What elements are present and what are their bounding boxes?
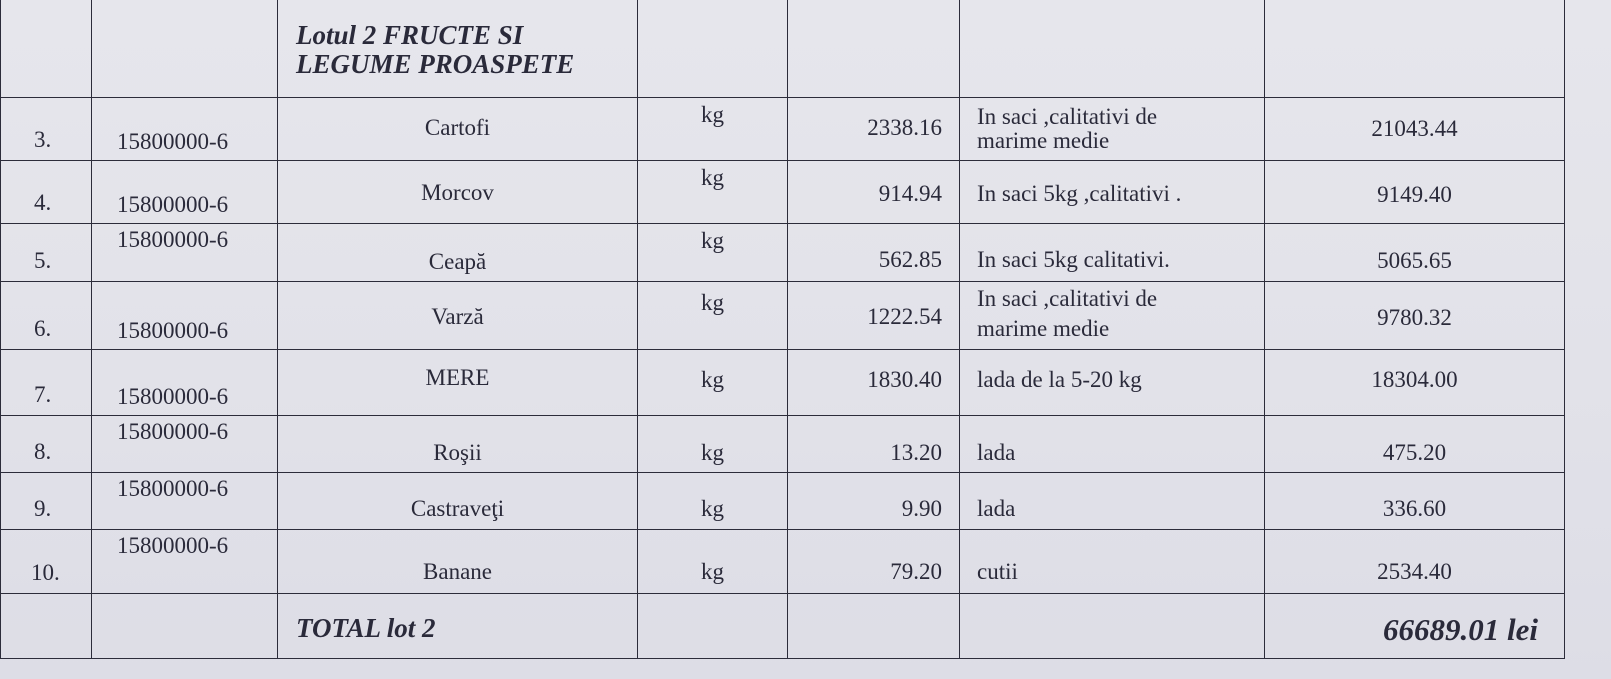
product-name: Ceapă [428,249,487,274]
unit: kg [701,165,724,190]
table-row [1,161,1565,224]
row-value: 2534.40 [1377,559,1452,584]
total-row [1,594,1565,659]
cell-empty [92,0,278,98]
cell-empty [960,0,1265,98]
cell-empty [1,0,92,98]
total-label: TOTAL lot 2 [296,613,436,643]
cell-empty [638,594,788,659]
row-value: 336.60 [1382,496,1447,521]
row-value: 9149.40 [1377,182,1452,207]
row-number: 6. [34,316,52,341]
cpv-code: 15800000-6 [117,129,229,154]
unit: kg [701,228,724,253]
cell-empty [1,594,92,659]
product-name: Cartofi [424,115,491,140]
quantity: 1830.40 [867,367,942,392]
quantity: 13.20 [890,440,942,465]
cpv-code: 15800000-6 [117,192,229,217]
description-line1: In saci ,calitativi de [977,104,1158,129]
row-value: 21043.44 [1371,116,1458,141]
product-name: Morcov [421,180,494,205]
table-row [1,224,1565,282]
description-line2: marime medie [977,128,1110,153]
cpv-code: 15800000-6 [117,476,229,501]
row-number: 8. [34,439,52,464]
lot-header-row [1,0,1565,98]
cell-empty [960,594,1265,659]
row-number: 4. [34,190,52,215]
lot-title [278,0,637,79]
cell-empty [1265,0,1565,98]
description-line1: In saci ,calitativi de [977,286,1158,311]
unit: kg [701,440,724,465]
product-name: Roşii [433,440,482,465]
table-row [1,473,1565,530]
row-number: 10. [31,560,60,585]
lot-title-line1: Lotul 2 FRUCTE SI [296,20,524,50]
table-row [1,282,1565,350]
table-row [1,98,1565,161]
description-line1: lada [977,440,1016,465]
description-line1: lada de la 5-20 kg [977,367,1142,392]
row-value: 5065.65 [1377,248,1452,273]
row-number: 3. [34,127,52,152]
cpv-code: 15800000-6 [117,419,229,444]
product-name: Castraveţi [410,496,505,521]
unit: kg [701,367,724,392]
quantity: 2338.16 [867,115,942,140]
cell-empty [788,594,960,659]
row-value: 18304.00 [1371,367,1458,392]
unit: kg [701,102,724,127]
quantity: 79.20 [890,559,942,584]
description-line1: In saci 5kg calitativi. [977,247,1170,272]
unit: kg [701,496,724,521]
quantity: 562.85 [878,247,942,272]
unit: kg [701,559,724,584]
product-name: Banane [423,559,492,584]
lot-title-cell [278,0,638,98]
table-row [1,350,1565,416]
quantity: 914.94 [878,181,942,206]
cell-empty [638,0,788,98]
cpv-code: 15800000-6 [117,533,229,558]
table-row [1,416,1565,473]
cpv-code: 15800000-6 [117,318,229,343]
description-line1: cutii [977,559,1018,584]
cell-empty [788,0,960,98]
table-row [1,530,1565,594]
product-name: Varză [431,304,484,329]
row-number: 9. [34,496,52,521]
cpv-code: 15800000-6 [117,384,229,409]
lot-title-line2: LEGUME PROASPETE [296,49,575,79]
row-value: 475.20 [1382,440,1447,465]
row-value: 9780.32 [1377,305,1452,330]
total-value: 66689.01 lei [1383,612,1538,647]
cell-empty [92,594,278,659]
row-number: 5. [34,248,52,273]
quantity: 9.90 [901,496,942,521]
cpv-code: 15800000-6 [117,227,229,252]
unit: kg [701,290,724,315]
row-number: 7. [34,382,52,407]
description-line2: marime medie [977,316,1110,341]
description-line1: lada [977,496,1016,521]
quantity: 1222.54 [867,304,942,329]
product-name: MERE [425,365,490,390]
description-line1: In saci 5kg ,calitativi . [977,181,1182,206]
